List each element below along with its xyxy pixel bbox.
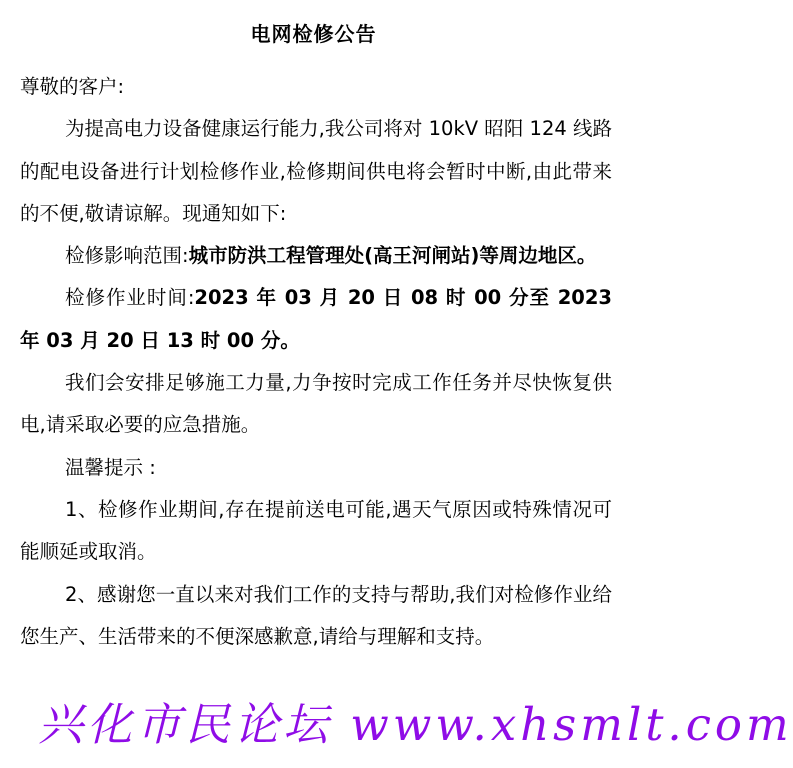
tip-item-2: 2、感谢您一直以来对我们工作的支持与帮助,我们对检修作业给您生产、生活带来的不便深感歉意,请给与理解和支持。 (20, 582, 612, 648)
forum-watermark: 兴化市民论坛 www.xhsmlt.com (38, 698, 793, 751)
page-title: 电网检修公告 (250, 22, 377, 46)
scope-label: 检修影响范围: (65, 244, 189, 268)
time-value: 2023 年 03 月 20 日 08 时 00 分至 2023 年 03 月 20 日 13 时 00 分。 (20, 286, 612, 352)
greeting: 尊敬的客户: (20, 75, 125, 98)
intro-paragraph: 为提高电力设备健康运行能力,我公司将对 10kV 昭阳 124 线路的配电设备进行计划检修作业,检修期间供电将会暂时中断,由此带来的不便,敬请谅解。现通知如下: (20, 117, 612, 225)
tip-item-1: 1、检修作业期间,存在提前送电可能,遇天气原因或特殊情况可能顺延或取消。 (20, 497, 612, 564)
tips-heading: 温馨提示 : (65, 455, 156, 479)
time-label: 检修作业时间: (65, 286, 195, 310)
scope-value: 城市防洪工程管理处(高王河闸站)等周边地区。 (188, 244, 597, 268)
time-paragraph (20, 277, 612, 362)
notice-body (20, 66, 612, 658)
scope-paragraph (20, 235, 612, 277)
commitment-paragraph: 我们会安排足够施工力量,力争按时完成工作任务并尽快恢复供电,请采取必要的应急措施。 (20, 371, 612, 437)
